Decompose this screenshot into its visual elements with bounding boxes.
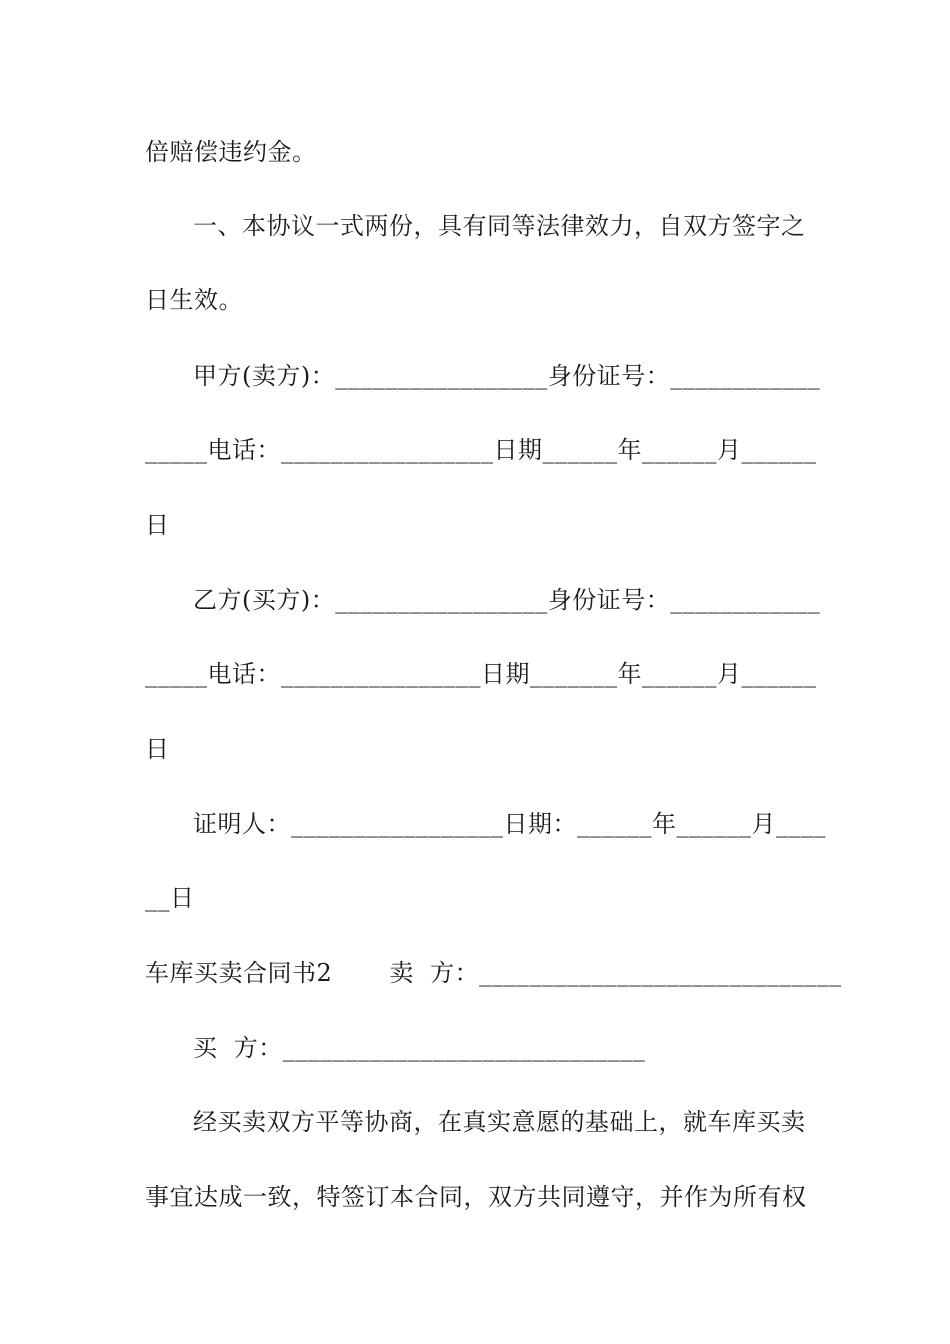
paragraph-line-2: 事宜达成一致，特签订本合同，双方共同遵守，并作为所有权 [145, 1183, 807, 1211]
clause-one-line-1: 一、本协议一式两份，具有同等法律效力，自双方签字之 [193, 212, 806, 240]
contract-title-seller-line: 车库买卖合同书2 卖 方：_____________________________ [145, 959, 842, 987]
clause-one-line-2: 日生效。 [145, 286, 243, 314]
party-a-line-1: 甲方(卖方)：_________________身份证号：____________ [193, 362, 821, 390]
paragraph-line-1: 经买卖双方平等协商，在真实意愿的基础上，就车库买卖 [193, 1108, 806, 1136]
party-b-line-2: _____电话：________________日期_______年______月______ [145, 660, 817, 688]
party-b-line-3: 日 [145, 735, 170, 763]
witness-line-2: __日 [145, 884, 195, 912]
party-b-line-1: 乙方(买方)：_________________身份证号：____________ [193, 586, 821, 614]
witness-line-1: 证明人：_________________日期：______年______月____ [193, 810, 826, 838]
buyer-line: 买 方：_____________________________ [193, 1034, 646, 1062]
party-a-line-2: _____电话：_________________日期______年______月______ [145, 436, 817, 464]
party-a-line-3: 日 [145, 511, 170, 539]
text-line-1: 倍赔偿违约金。 [145, 138, 317, 166]
